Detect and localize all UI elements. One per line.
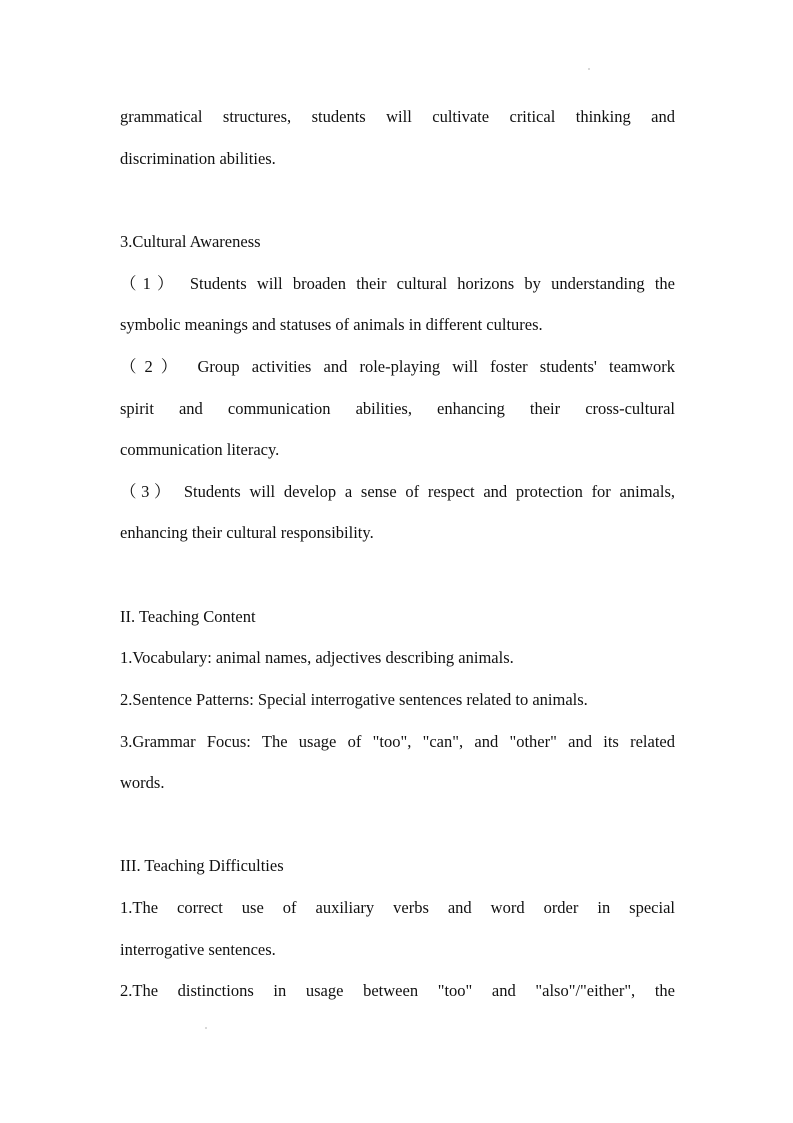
cultural-item-3-line-2: enhancing their cultural responsibility. [120,523,374,542]
cultural-item-2-line-3: communication literacy. [120,440,280,459]
cultural-item-1-line-2: symbolic meanings and statuses of animals in different cultures. [120,315,543,334]
cultural-item-2-line-1: （2） Group activities and role-playing will foster students' teamwork [120,357,675,376]
teaching-content-heading: II. Teaching Content [120,607,256,626]
objectives-line-2: discrimination abilities. [120,149,276,168]
cultural-item-2-line-2: spirit and communication abilities, enhancing their cross-cultural [120,399,675,418]
cultural-item-1-line-1: （1） Students will broaden their cultural horizons by understanding the [120,274,675,293]
corner-mark-top [588,68,590,70]
difficulties-item-1-line-1: 1.The correct use of auxiliary verbs and word order in special [120,898,675,917]
cultural-item-3-line-1: （3） Students will develop a sense of respect and protection for animals, [120,482,675,501]
difficulties-item-2-line-1: 2.The distinctions in usage between "too" and "also"/"either", the [120,981,675,1000]
cultural-awareness-heading: 3.Cultural Awareness [120,232,261,251]
teaching-difficulties-heading: III. Teaching Difficulties [120,856,284,875]
corner-mark-bottom [205,1027,207,1029]
teaching-content-item-3-line-2: words. [120,773,165,792]
teaching-content-item-2: 2.Sentence Patterns: Special interrogative sentences related to animals. [120,690,588,709]
teaching-content-item-1: 1.Vocabulary: animal names, adjectives describing animals. [120,648,514,667]
difficulties-item-1-line-2: interrogative sentences. [120,940,276,959]
teaching-content-item-3-line-1: 3.Grammar Focus: The usage of "too", "can", and "other" and its related [120,732,675,751]
objectives-line-1: grammatical structures, students will cultivate critical thinking and [120,107,675,126]
